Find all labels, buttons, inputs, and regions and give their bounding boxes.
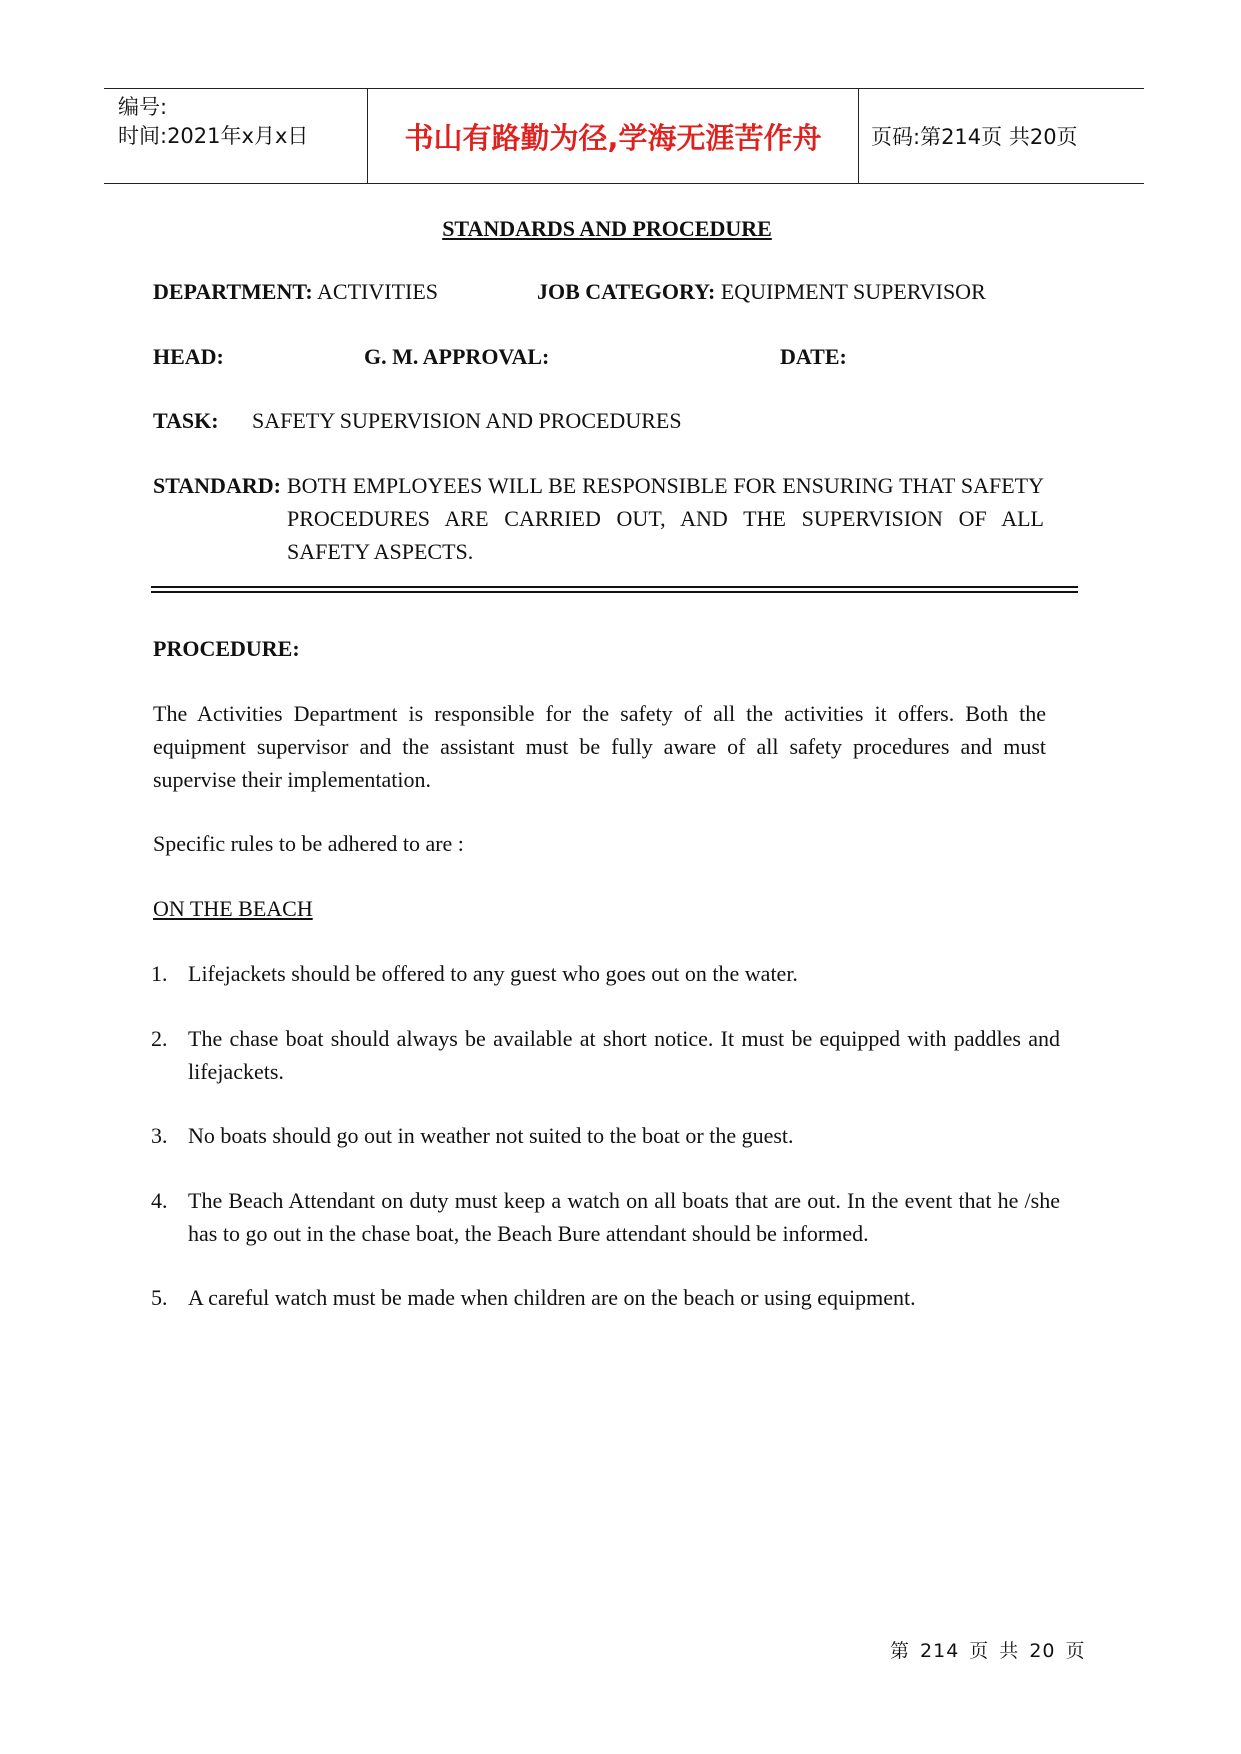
job-category-value: EQUIPMENT SUPERVISOR — [720, 279, 986, 304]
list-item-number: 2. — [151, 1026, 168, 1051]
department-field — [153, 275, 438, 308]
department-label: DEPARTMENT: — [153, 279, 313, 304]
footer-total-prefix: 共 — [999, 1640, 1020, 1662]
date-label: DATE: — [780, 344, 847, 369]
department-value: ACTIVITIES — [317, 279, 439, 304]
section-heading-beach: ON THE BEACH — [153, 896, 313, 921]
document-header — [104, 88, 1144, 184]
document-title: STANDARDS AND PROCEDURE — [442, 216, 772, 241]
footer-page-number: 214 — [920, 1640, 960, 1662]
task-label: TASK: — [153, 408, 219, 433]
list-item-number: 1. — [151, 961, 168, 986]
job-category-field — [537, 275, 986, 308]
list-item: No boats should go out in weather not suited to the boat or the guest. — [188, 1123, 794, 1148]
list-item: Lifejackets should be offered to any guest who goes out on the water. — [188, 961, 798, 986]
list-item-number: 4. — [151, 1188, 168, 1213]
footer-total-pages: 20 — [1029, 1640, 1056, 1662]
list-item: The Beach Attendant on duty must keep a watch on all boats that are out. In the event that he /she has to go out in the chase boat, the Beach Bure attendant should be informed. — [188, 1188, 1060, 1246]
time-label: 时间:2021年x月x日 — [118, 124, 309, 148]
procedure-intro: The Activities Department is responsible for the safety of all the activities it offers. Both the equipment supervisor and the assistant must be fully aware of all safety procedures and must supervise their implementation. — [153, 701, 1046, 792]
list-item-number: 5. — [151, 1285, 168, 1310]
standard-label: STANDARD: — [153, 473, 281, 498]
footer-page-suffix: 页 — [969, 1640, 990, 1662]
header-motto: 书山有路勤为径,学海无涯苦作舟 — [368, 89, 859, 183]
header-page-info: 页码:第214页 共20页 — [871, 125, 1078, 149]
task-value: SAFETY SUPERVISION AND PROCEDURES — [252, 408, 682, 433]
number-label: 编号: — [118, 95, 168, 119]
header-meta-cell — [104, 89, 368, 183]
head-label: HEAD: — [153, 344, 224, 369]
gm-approval-label: G. M. APPROVAL: — [364, 344, 550, 369]
list-item-number: 3. — [151, 1123, 168, 1148]
footer-total-suffix: 页 — [1065, 1640, 1086, 1662]
standard-value: BOTH EMPLOYEES WILL BE RESPONSIBLE FOR ENSURING THAT SAFETY PROCEDURES ARE CARRIED OUT, AND THE SUPERVISION OF ALL SAFETY ASPECTS. — [287, 473, 1044, 564]
list-item: The chase boat should always be available at short notice. It must be equipped with paddles and lifejackets. — [188, 1026, 1060, 1084]
job-category-label: JOB CATEGORY: — [537, 279, 716, 304]
procedure-heading: PROCEDURE: — [153, 636, 300, 661]
divider-line-bottom — [151, 591, 1078, 593]
rules-intro: Specific rules to be adhered to are : — [153, 831, 464, 856]
divider-line-top — [151, 586, 1078, 588]
page-footer — [890, 1636, 1096, 1663]
footer-prefix: 第 — [890, 1640, 911, 1662]
list-item: A careful watch must be made when children are on the beach or using equipment. — [188, 1285, 916, 1310]
